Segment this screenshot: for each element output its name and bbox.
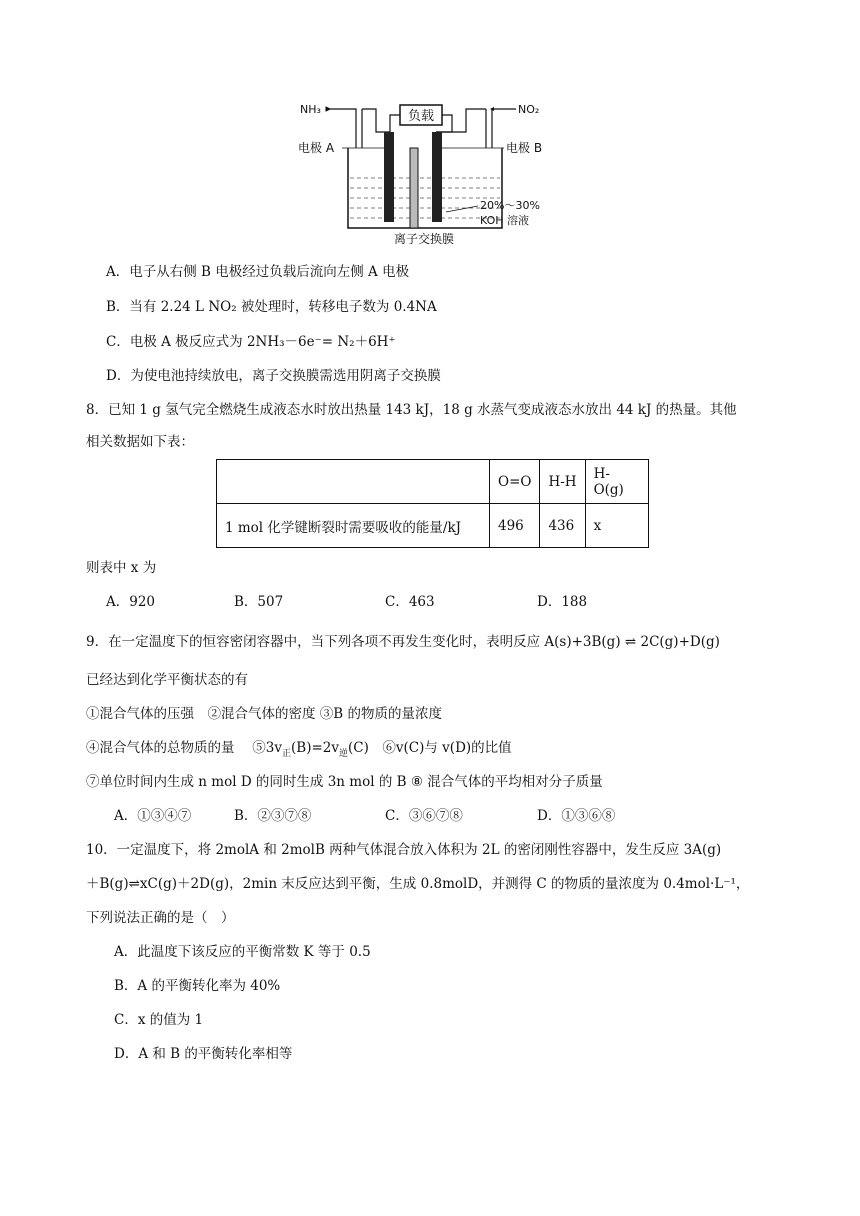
fuel-cell-diagram xyxy=(296,96,566,248)
no2-pipe-top xyxy=(436,109,486,132)
nh3-pipe-top xyxy=(362,109,388,132)
wire-left xyxy=(388,115,400,132)
q10-option-b: B．A 的平衡转化率为 40% xyxy=(114,978,281,994)
q9-stem-line1: 9．在一定温度下的恒容密闭容器中，当下列各项不再发生变化时，表明反应 A(s)+3B(g) ⇌ 2C(g)+D(g) xyxy=(86,634,720,650)
q8-stem-line1: 8．已知 1 g 氢气完全燃烧生成液态水时放出热量 143 kJ，18 g 水蒸气变成液态水放出 44 kJ 的热量。其他 xyxy=(86,402,737,418)
q9-item-line3: ⑦单位时间内生成 n mol D 的同时生成 3n mol 的 B ⑧ 混合气体的平均相对分子质量 xyxy=(86,774,603,790)
q10-option-a: A．此温度下该反应的平衡常数 K 等于 0.5 xyxy=(114,944,371,960)
electrode-a xyxy=(384,132,394,222)
q7-option-a: A．电子从右侧 B 电极经过负载后流向左侧 A 电极 xyxy=(106,264,410,280)
electrode-b xyxy=(432,132,442,222)
concentration-label: 20%～30% xyxy=(480,199,540,212)
q8-option-c: C．463 xyxy=(385,594,435,610)
q9-option-a: A．①③④⑦ xyxy=(114,808,192,824)
electrode-b-label: 电极 B xyxy=(506,141,543,155)
q7-option-d: D．为使电池持续放电，离子交换膜需选用阴离子交换膜 xyxy=(106,368,441,384)
table-cell: 496 xyxy=(490,504,540,548)
table-cell: 436 xyxy=(540,504,585,548)
q10-stem-line2: ＋B(g)⇌xC(g)＋2D(g)，2min 末反应达到平衡，生成 0.8molD，并测得 C 的物质的量浓度为 0.4mol·L⁻¹， xyxy=(86,876,750,892)
membrane xyxy=(410,148,418,228)
electrolyte xyxy=(350,178,500,218)
solution-pointer xyxy=(446,206,478,212)
q7-option-b: B．当有 2.24 L NO₂ 被处理时，转移电子数为 0.4NA xyxy=(106,299,437,315)
q9-item-text: (B)=2v xyxy=(291,740,340,756)
q8-option-d: D．188 xyxy=(537,594,588,610)
nh3-arrow-icon xyxy=(326,107,330,111)
solution-label: KOH 溶液 xyxy=(480,214,530,227)
q9-option-d: D．①③⑥⑧ xyxy=(537,808,616,824)
table-cell: 1 mol 化学键断裂时需要吸收的能量/kJ xyxy=(217,504,490,548)
table-row xyxy=(217,504,649,548)
q9-sub-forward: 正 xyxy=(282,749,292,759)
table-cell: x xyxy=(585,504,648,548)
q9-sub-reverse: 逆 xyxy=(339,749,349,759)
q9-item-text: (C) ⑥v(C)与 v(D)的比值 xyxy=(348,740,512,756)
table-header-cell: H-H xyxy=(540,460,585,504)
table-header-cell: H-O(g) xyxy=(585,460,648,504)
table-header-cell xyxy=(217,460,490,504)
q10-stem-line3: 下列说法正确的是（ ） xyxy=(86,910,235,926)
q10-option-c: C．x 的值为 1 xyxy=(114,1012,204,1028)
q8-stem-line2: 相关数据如下表： xyxy=(86,434,194,450)
membrane-label: 离子交换膜 xyxy=(393,232,455,246)
nh3-label: NH₃ xyxy=(300,103,321,116)
no2-label: NO₂ xyxy=(518,103,540,116)
q9-option-c: C．③⑥⑦⑧ xyxy=(385,808,463,824)
bond-energy-table xyxy=(216,459,649,548)
q8-option-a: A．920 xyxy=(106,594,156,610)
q8-after-table: 则表中 x 为 xyxy=(86,560,157,576)
q8-option-b: B．507 xyxy=(234,594,284,610)
table-header-cell: O=O xyxy=(490,460,540,504)
electrode-a-label: 电极 A xyxy=(298,141,335,155)
q9-stem-line2: 已经达到化学平衡状态的有 xyxy=(86,672,248,688)
q10-stem-line1: 10．一定温度下，将 2molA 和 2molB 两种气体混合放入体积为 2L 的密闭刚性容器中，发生反应 3A(g) xyxy=(86,842,722,858)
load-label: 负载 xyxy=(407,109,435,124)
q9-item-line2 xyxy=(86,738,512,760)
q9-item-text: ④混合气体的总物质的量 ⑤3v xyxy=(86,740,283,756)
q7-option-c: C．电极 A 极反应式为 2NH₃－6e⁻= N₂＋6H⁺ xyxy=(106,334,396,350)
table-header-row xyxy=(217,460,649,504)
q9-item-line1: ①混合气体的压强 ②混合气体的密度 ③B 的物质的量浓度 xyxy=(86,706,443,722)
q10-option-d: D．A 和 B 的平衡转化率相等 xyxy=(114,1046,293,1062)
q9-option-b: B．②③⑦⑧ xyxy=(234,808,312,824)
